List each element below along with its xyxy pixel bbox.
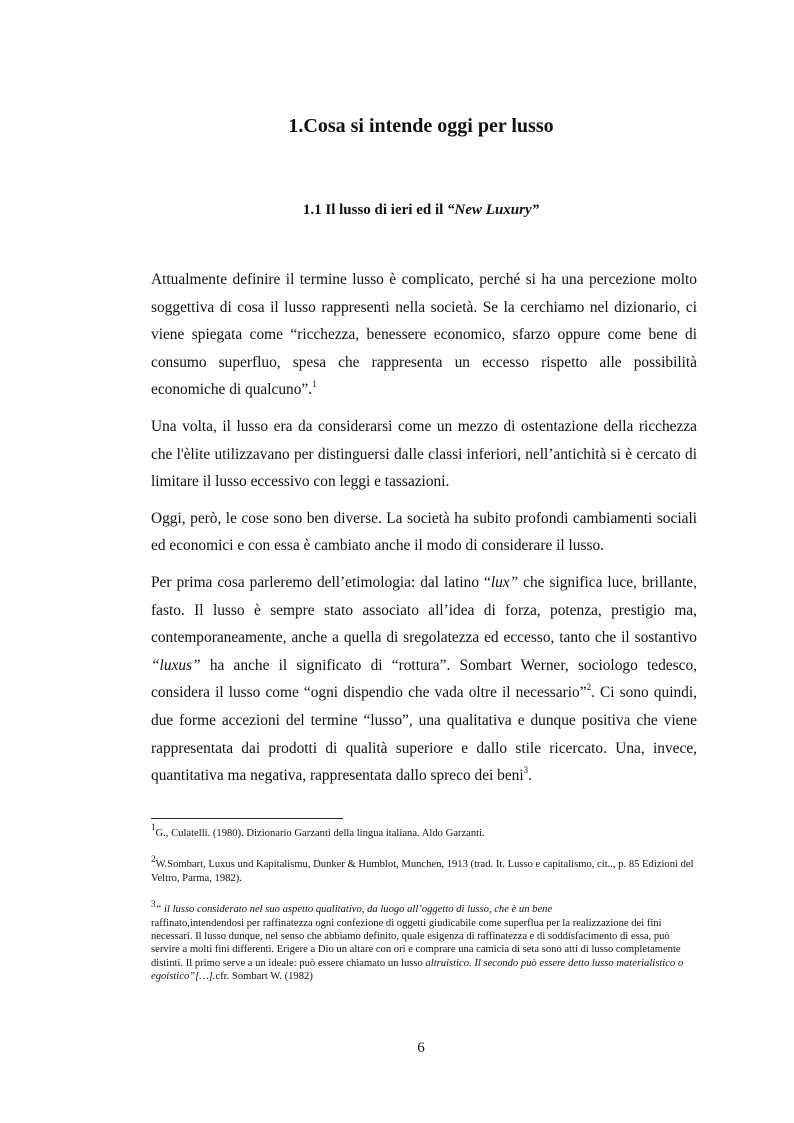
paragraph <box>151 569 697 790</box>
paragraph: Oggi, però, le cose sono ben diverse. La società ha subito profondi cambiamenti sociali ed economici e con essa è cambiato anche il modo di considerare il lusso. <box>151 509 697 555</box>
section-title-prefix: 1.1 Il lusso di ieri ed il <box>302 202 448 218</box>
paragraph-text: che significa luce, brillante, fasto. Il lusso è sempre stato associato all’idea di forza, potenza, prestigio ma, contemporaneamente, anche a quella di sregolatezza ed eccesso, tanto che il sostantivo <box>151 573 697 647</box>
footnote-number: 1 <box>151 822 156 833</box>
latin-term: lux” <box>490 573 519 591</box>
footnote-number: 3 <box>151 898 156 909</box>
paragraph-text: Attualmente definire il termine lusso è complicato, perché si ha una percezione molto soggettiva di cosa il lusso rappresenti nella società. Se la cerchiamo nel dizionario, ci viene spiegata come “ricchezza, benessere economico, sfarzo oppure come bene di consumo superfluo, spesa che rappresenta un eccesso rispetto alle possibilità economiche di qualcuno”. <box>151 271 697 399</box>
body-text <box>151 266 697 799</box>
footnote <box>151 853 697 885</box>
paragraph-text: Per prima cosa parleremo dell’etimologia: dal latino “ <box>151 573 491 591</box>
paragraph-text: . <box>528 767 533 785</box>
footnote-ref: 2 <box>586 682 592 693</box>
footnote-text: G., Culatelli. (1980). Dizionario Garzanti della lingua italiana. Aldo Garzanti. <box>155 828 485 839</box>
footnote-ref: 1 <box>312 379 317 390</box>
footnote <box>151 898 697 983</box>
latin-term: “luxus” <box>151 656 201 674</box>
footnote-text: cfr. Sombart W. (1982) <box>215 971 313 983</box>
paragraph: Una volta, il lusso era da considerarsi come un mezzo di ostentazione della ricchezza che l'èlite utilizzavano per distinguersi dalle classi inferiori, nell’antichità si è cercato di limitare il lusso eccessivo con leggi e tassazioni. <box>151 417 697 491</box>
paragraph-text: . Ci sono quindi, due forme accezioni del termine “lusso”, una qualitativa e dunque positiva che viene rappresentata dai prodotti di qualità superiore e dallo stile ricercato. Una, invece, quantitativa ma negativa, rappresentata dallo spreco dei beni <box>151 684 697 785</box>
paragraph <box>151 266 697 404</box>
paragraph-text: ha anche il significato di “rottura”. Sombart Werner, sociologo tedesco, considera il lusso come “ogni dispendio che vada oltre il necessario” <box>151 656 697 702</box>
footnote-quote: “ il lusso considerato nel suo aspetto qualitativo, da luogo all’oggetto di lusso, che è un bene <box>155 904 553 916</box>
footnote-separator <box>151 818 343 819</box>
footnote-text: W.Sombart, Luxus und Kapitalismu, Dunker & Humblot, Munchen, 1913 (trad. It. Lusso e capitalismo, cit.., p. 85 Edizioni del Veltro, Parma, 1982). <box>151 859 694 884</box>
page-number: 6 <box>417 1040 425 1056</box>
footnote-number: 2 <box>151 853 156 864</box>
footnote-quote: altruistico. Il secondo può essere detto lusso materialistico o egoistico”[…]. <box>151 957 684 983</box>
footnote-text: raffinato,intendendosi per raffinatezza ogni confezione di oggetti giudicabile come superflua per la realizzazione dei fini necessari. Il lusso dunque, nel senso che abbiamo definito, quale esigenza di raffinatezza e di soddisfacimento di essa, può servire a molti fini differenti. Erigere a Dio un altare con ori e comprare una camicia di seta sono atti di lusso completamente distinti. Il primo serve a un ideale: può essere chiamato un lusso <box>151 917 681 969</box>
section-title <box>0 202 794 219</box>
chapter-title: 1.Cosa si intende oggi per lusso <box>288 115 554 137</box>
footnote <box>151 822 697 840</box>
footnotes <box>151 822 697 984</box>
footnote-ref: 3 <box>523 764 529 775</box>
section-title-italic: “New Luxury” <box>447 202 540 218</box>
